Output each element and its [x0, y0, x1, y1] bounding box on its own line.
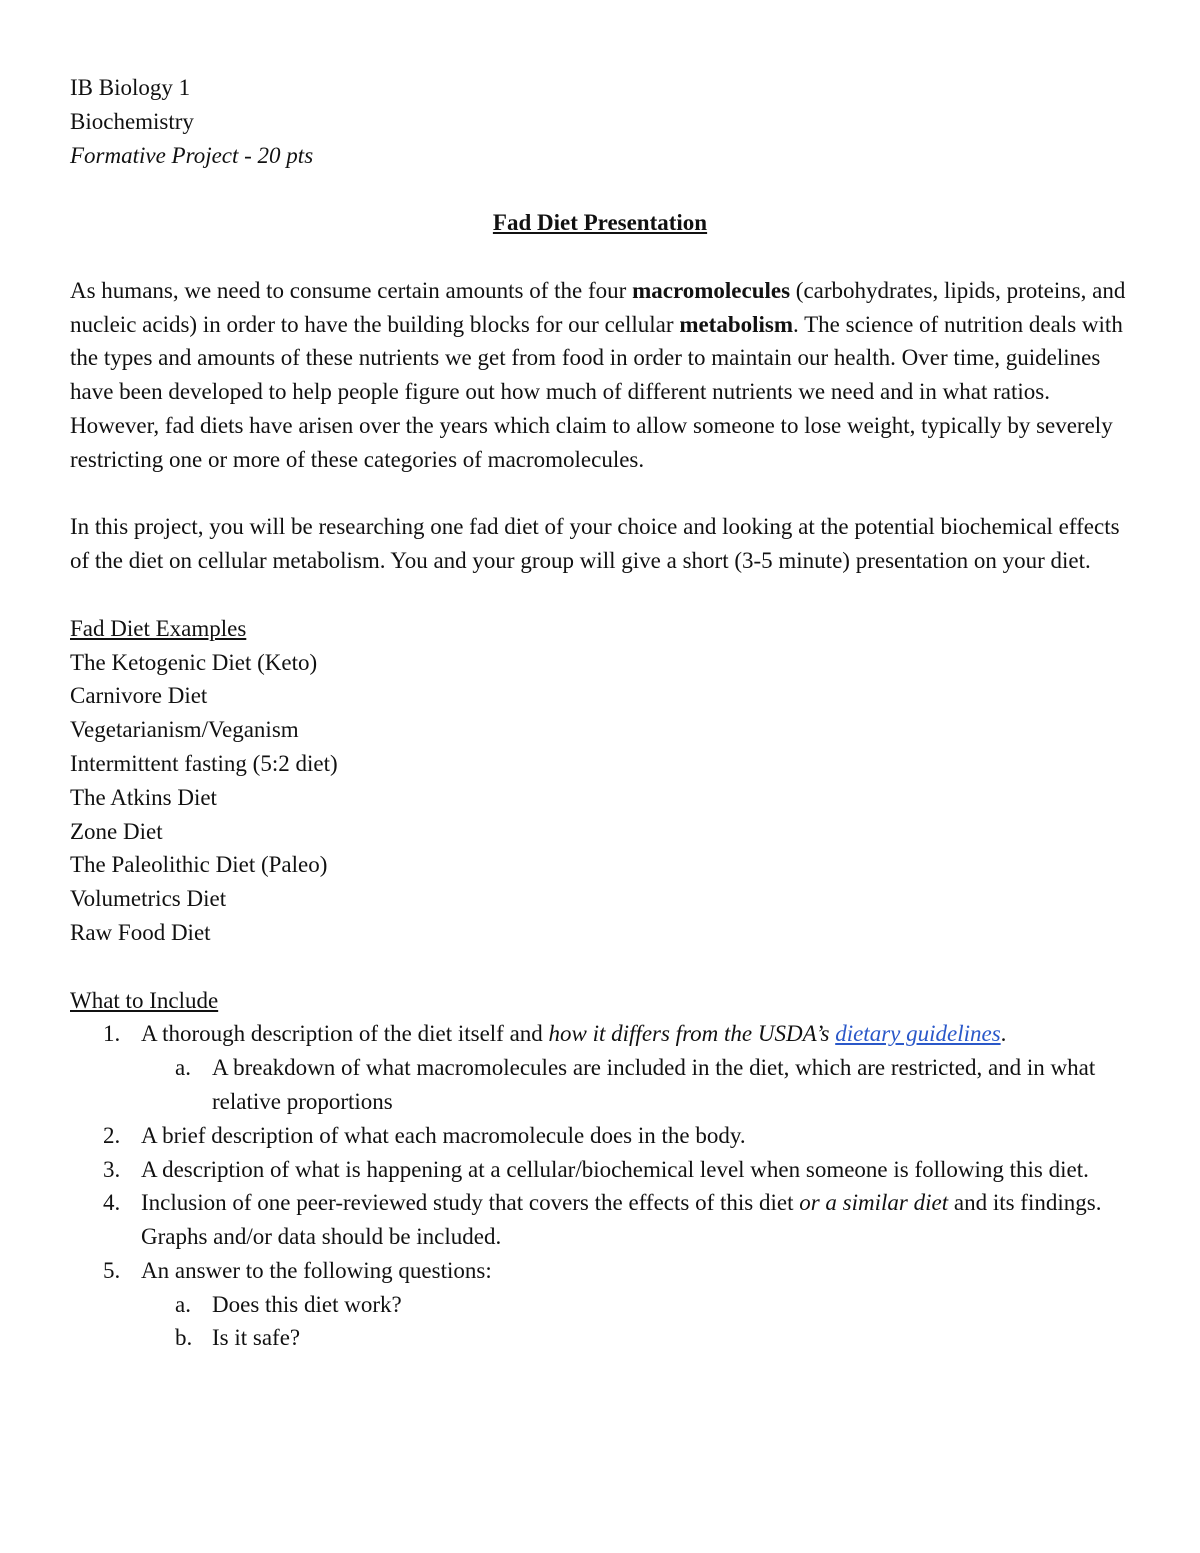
- item-number: 3.: [103, 1156, 121, 1182]
- intro-p1-bold-macromolecules: macromolecules: [632, 277, 791, 303]
- sub-item-b: [141, 1321, 1130, 1355]
- intro-paragraph-2: In this project, you will be researching one fad diet of your choice and looking at the potential biochemical effects of the diet on cellular metabolism. You and your group will give a short (3-5 minute) presentation on your diet.: [70, 514, 1120, 574]
- unit-name: Biochemistry: [70, 108, 194, 134]
- include-item-1: [70, 1017, 1130, 1118]
- include-heading: What to Include: [70, 987, 219, 1013]
- sub-item-letter: a.: [175, 1055, 191, 1081]
- list-item: Volumetrics Diet: [70, 886, 227, 912]
- item-number: 5.: [103, 1257, 121, 1283]
- title-row: [70, 206, 1130, 240]
- intro-p1-text-c: . The science of nutrition deals with the types and amounts of these nutrients we get from food in order to maintain our health. Over time, guidelines have been developed to help people figure out how much of different nutrients we need and in what ratios. However, fad diets have arisen over the years which claim to allow someone to lose weight, typically by severely restricting one or more of these categories of macromolecules.: [70, 311, 1123, 472]
- list-item: Zone Diet: [70, 818, 163, 844]
- intro-p1-text-b: (carbohydrates, lipids, proteins, and nucleic acids) in order to have the building blocks for our cellular: [70, 277, 1126, 337]
- dietary-guidelines-link[interactable]: dietary guidelines: [835, 1021, 1001, 1047]
- list-item: Intermittent fasting (5:2 diet): [70, 750, 338, 776]
- item-1-period: .: [1000, 1021, 1007, 1047]
- item-1-text: A thorough description of the diet itself and: [141, 1021, 549, 1047]
- item-3-text: A description of what is happening at a cellular/biochemical level when someone is following this diet.: [141, 1156, 1089, 1182]
- include-list: [70, 1017, 1130, 1355]
- list-item: The Paleolithic Diet (Paleo): [70, 852, 328, 878]
- sub-item-letter: b.: [175, 1325, 193, 1351]
- item-number: 4.: [103, 1190, 121, 1216]
- sub-item-text: Is it safe?: [212, 1325, 301, 1351]
- include-item-2: [70, 1119, 1130, 1153]
- item-5-text: An answer to the following questions:: [141, 1257, 492, 1283]
- list-item: Raw Food Diet: [70, 919, 211, 945]
- examples-list: [70, 646, 1130, 950]
- sub-item-letter: a.: [175, 1291, 191, 1317]
- sub-item-a: [141, 1051, 1130, 1119]
- item-4-text-end: and its findings. Graphs and/or data should be included.: [141, 1190, 1102, 1250]
- item-5-sub-list: [141, 1288, 1130, 1356]
- item-4-text: Inclusion of one peer-reviewed study that covers the effects of this diet: [141, 1190, 800, 1216]
- list-item: Carnivore Diet: [70, 683, 208, 709]
- intro-p1-bold-metabolism: metabolism: [679, 311, 794, 337]
- document-page: [70, 71, 1130, 1355]
- examples-heading: Fad Diet Examples: [70, 615, 247, 641]
- item-4-italic-text: or a similar diet: [799, 1190, 949, 1216]
- intro-paragraph-1: [70, 274, 1130, 477]
- include-item-4: [70, 1186, 1130, 1254]
- assignment-label: Formative Project - 20 pts: [70, 142, 314, 168]
- item-2-text: A brief description of what each macromolecule does in the body.: [141, 1122, 746, 1148]
- include-item-5: [70, 1254, 1130, 1355]
- list-item: Vegetarianism/Veganism: [70, 717, 299, 743]
- item-number: 1.: [103, 1021, 121, 1047]
- sub-item-a: [141, 1288, 1130, 1322]
- sub-item-text: Does this diet work?: [212, 1291, 402, 1317]
- item-1-sub-list: [141, 1051, 1130, 1119]
- item-1-italic-text: how it differs from the USDA’s: [548, 1021, 836, 1047]
- sub-item-text: A breakdown of what macromolecules are included in the diet, which are restricted, and in what relative proportions: [212, 1055, 1096, 1114]
- item-number: 2.: [103, 1122, 121, 1148]
- course-name: IB Biology 1: [70, 75, 191, 100]
- document-title: Fad Diet Presentation: [492, 210, 708, 236]
- list-item: The Atkins Diet: [70, 784, 217, 810]
- list-item: The Ketogenic Diet (Keto): [70, 649, 318, 675]
- intro-p1-text-a: As humans, we need to consume certain amounts of the four: [70, 277, 633, 303]
- include-item-3: [70, 1153, 1130, 1187]
